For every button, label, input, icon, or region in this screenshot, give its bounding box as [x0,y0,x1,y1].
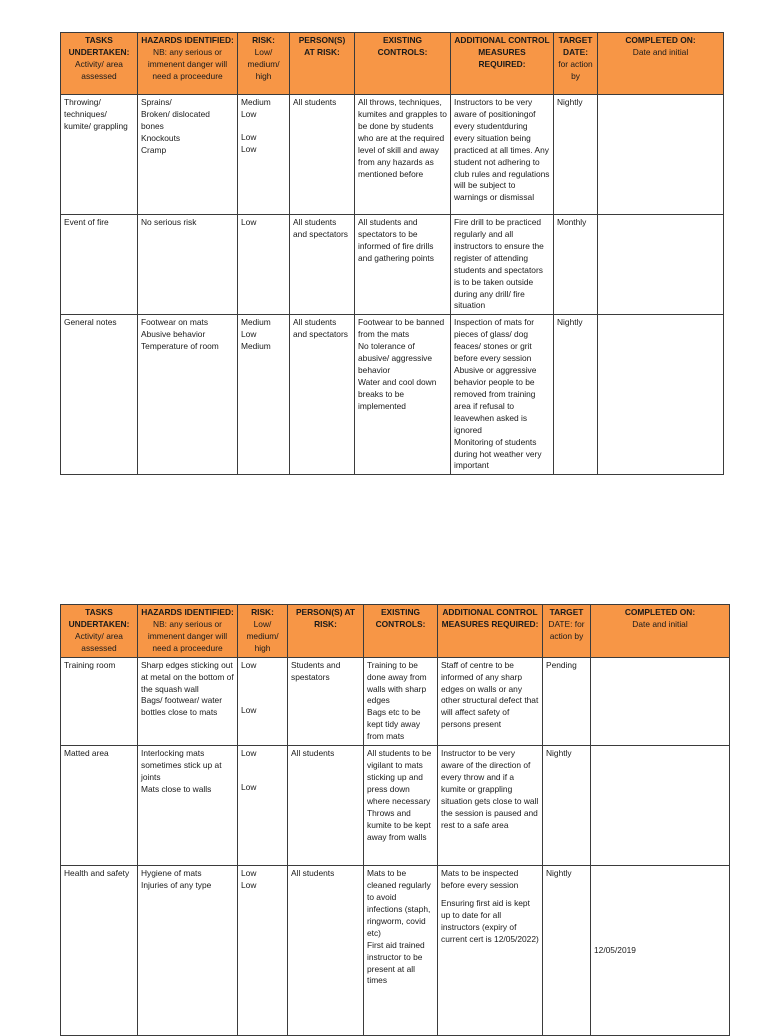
additional-controls-cell: Fire drill to be practiced regularly and all instructors to ensure the register of attending students and spectators is to be taken outside during any drill/ fire situation [451,215,554,315]
header-risk: RISK: Low/ medium/ high [238,605,288,658]
header-tasks: TASKS UNDERTAKEN: Activity/ area assessed [61,33,138,95]
additional-controls-cell: Inspection of mats for pieces of glass/ dog feaces/ stones or grit before every session Abusive or aggressive behavior people to be removed from training area if refusal to leavewhen asked is ignored Monitoring of students during hot weather very important [451,315,554,475]
risk-cell: Low Low [238,866,288,1036]
completed-date: 12/05/2019 [594,944,636,955]
header-target: TARGET DATE: for action by [554,33,598,95]
existing-controls-cell: All students and spectators to be informed of fire drills and gathering points [355,215,451,315]
target-date-cell: Nightly [543,866,591,1036]
task-cell: Training room [61,657,138,745]
target-date-cell: Pending [543,657,591,745]
header-hazards: HAZARDS IDENTIFIED: NB: any serious or immenent danger will need a proceedure [138,33,238,95]
additional-controls-cell: Instructor to be very aware of the direction of every throw and if a kumite or grappling situation gets close to wall the session is paused and rest to a safe area [438,746,543,866]
table-row [61,215,724,315]
task-cell: Event of fire [61,215,138,315]
persons-cell: All students and spectators [290,215,355,315]
header-existing: EXISTING CONTROLS: [355,33,451,95]
header-tasks: TASKS UNDERTAKEN: Activity/ area assessed [61,605,138,658]
task-cell: Throwing/ techniques/ kumite/ grappling [61,95,138,215]
existing-controls-cell: Mats to be cleaned regularly to avoid infections (staph, ringworm, covid etc) First aid trained instructor to be present at all times [364,866,438,1036]
hazards-cell: Footwear on mats Abusive behavior Temperature of room [138,315,238,475]
header-completed: COMPLETED ON: Date and initial [598,33,724,95]
table-row [61,315,724,475]
risk-cell: Medium Low Low Low [238,95,290,215]
target-date-cell: Monthly [554,215,598,315]
risk-cell: Low [238,215,290,315]
header-persons: PERSON(S) AT RISK: [288,605,364,658]
task-cell: Matted area [61,746,138,866]
existing-controls-cell: Footwear to be banned from the mats No tolerance of abusive/ aggressive behavior Water and cool down breaks to be implemented [355,315,451,475]
completed-cell [591,657,730,745]
risk-cell: Medium Low Medium [238,315,290,475]
additional-controls-cell: Mats to be inspected before every session Ensuring first aid is kept up to date for all instructors (expiry of current cert is 12/05/2022) [438,866,543,1036]
task-cell: General notes [61,315,138,475]
persons-cell: All students [288,746,364,866]
risk-assessment-table-1 [60,32,724,475]
persons-cell: Students and spestators [288,657,364,745]
header-additional: ADDITIONAL CONTROL MEASURES REQUIRED: [451,33,554,95]
additional-controls-cell: Instructors to be very aware of positioningof every studentduring every situation being practiced at all times. Any student not adhering to club rules and regulations will be subject to warnings or dismissal [451,95,554,215]
risk-cell: Low Low [238,746,288,866]
completed-cell [598,95,724,215]
completed-cell [598,215,724,315]
hazards-cell: No serious risk [138,215,238,315]
table-row [61,657,730,745]
target-date-cell: Nightly [554,95,598,215]
persons-cell: All students [288,866,364,1036]
risk-cell: Low Low [238,657,288,745]
risk-assessment-table-2 [60,604,730,1036]
table-row [61,746,730,866]
additional-controls-cell: Staff of centre to be informed of any sharp edges on walls or any other structural defect that will affect safety of persons present [438,657,543,745]
header-target: TARGET DATE: for action by [543,605,591,658]
target-date-cell: Nightly [543,746,591,866]
persons-cell: All students [290,95,355,215]
existing-controls-cell: All students to be vigilant to mats sticking up and press down where necessary Throws and kumite to be kept away from walls [364,746,438,866]
header-row [61,605,730,658]
hazards-cell: Interlocking mats sometimes stick up at joints Mats close to walls [138,746,238,866]
header-persons: PERSON(S) AT RISK: [290,33,355,95]
hazards-cell: Hygiene of mats Injuries of any type [138,866,238,1036]
header-row [61,33,724,95]
header-additional: ADDITIONAL CONTROL MEASURES REQUIRED: [438,605,543,658]
header-completed: COMPLETED ON: Date and initial [591,605,730,658]
completed-cell [591,746,730,866]
persons-cell: All students and spectators [290,315,355,475]
existing-controls-cell: All throws, techniques, kumites and grapples to be done by students who are at the required level of skill and away from any hazards as mentioned before [355,95,451,215]
header-risk: RISK: Low/ medium/ high [238,33,290,95]
target-date-cell: Nightly [554,315,598,475]
hazards-cell: Sprains/ Broken/ dislocated bones Knockouts Cramp [138,95,238,215]
completed-cell [591,866,730,1036]
task-cell: Health and safety [61,866,138,1036]
existing-controls-cell: Training to be done away from walls with sharp edges Bags etc to be kept tidy away from mats [364,657,438,745]
table-row [61,866,730,1036]
completed-cell [598,315,724,475]
header-existing: EXISTING CONTROLS: [364,605,438,658]
hazards-cell: Sharp edges sticking out at metal on the bottom of the squash wall Bags/ footwear/ water bottles close to mats [138,657,238,745]
table-row [61,95,724,215]
header-hazards: HAZARDS IDENTIFIED: NB: any serious or immenent danger will need a proceedure [138,605,238,658]
